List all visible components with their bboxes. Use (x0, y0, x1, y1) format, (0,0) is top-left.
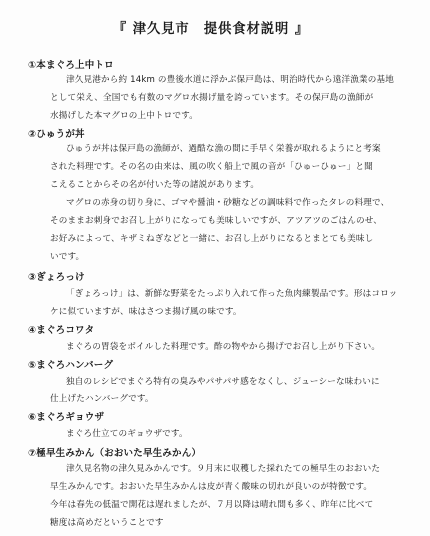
paragraph-line: ケに似ていますが、味はさつま揚げ風の味です。 (50, 307, 242, 317)
paragraph-line: 独自のレシピでまぐろ特有の臭みやパサパサ感をなくし、ジューシーな味わいに (66, 377, 380, 387)
paragraph-line: 「ぎょろっけ」は、新鮮な野菜をたっぷり入れて作った魚肉練製品です。形はコロッ (66, 289, 398, 299)
paragraph-line: まぐろ仕立てのギョウザです。 (66, 429, 188, 439)
paragraph-line: マグロの赤身の切り身に、ゴマや醤油・砂糖などの調味料で作ったタレの料理で、 (66, 198, 390, 208)
paragraph-line: 仕上げたハンバーグです。 (50, 394, 154, 404)
paragraph-line: された料理です。その名の由来は、風の吹く船上で風の音が「ひゅーひゅー」と聞 (50, 162, 373, 172)
paragraph-line: として栄え、全国でも有数のマグロ水揚げ量を誇っています。その保戸島の漁師が (50, 93, 374, 103)
document-title: 『 津久見市 提供食材説明 』 (112, 21, 310, 37)
paragraph-line: いです。 (50, 252, 85, 262)
paragraph-line: ひゅうが丼は保戸島の漁師が、過酷な漁の間に手早く栄養が取れるようにと考案 (66, 144, 381, 154)
section-heading: ①本まぐろ上中トロ (28, 60, 114, 71)
paragraph-line: 糖度は高めだということです (50, 518, 164, 528)
paragraph-line: 津久見名物の津久見みかんです。９月末に収穫した採れたての極早生のおおいた (66, 464, 381, 474)
paragraph-line: こえることからその名が付いた等の諸説があります。 (50, 180, 260, 190)
section-heading: ③ぎょろっけ (28, 272, 85, 283)
section-heading: ⑦極早生みかん（おおいた早生みかん） (28, 448, 202, 459)
paragraph-line: まぐろの胃袋をボイルした料理です。酢の物やから揚げでお召し上がり下さい。 (66, 342, 381, 352)
paragraph-line: 水揚げした本マグロの上中トロです。 (50, 111, 198, 121)
paragraph-line: お好みによって、キザミねぎなどと一緒に、お召し上がりになるとまとても美味し (50, 234, 374, 244)
paragraph-line: 津久見港から約 14km の豊後水道に浮かぶ保戸島は、明治時代から遠洋漁業の基地 (66, 75, 394, 85)
paragraph-line: そのままお刺身でお召し上がりになっても美味しいですが、アツアツのごはんのせ、 (50, 216, 383, 226)
paragraph-line: 今年は春先の低温で開花は遅れましたが、７月以降は晴れ間も多く、昨年に比べて (50, 500, 374, 510)
section-heading: ④まぐろコワタ (28, 325, 95, 336)
section-heading: ②ひゅうが丼 (28, 129, 85, 140)
section-heading: ⑤まぐろハンバーグ (28, 360, 114, 371)
paragraph-line: 早生みかんです。おおいた早生みかんは皮が青く酸味の切れが良いのが特徴です。 (50, 482, 373, 492)
section-heading: ⑥まぐろギョウザ (28, 412, 105, 423)
